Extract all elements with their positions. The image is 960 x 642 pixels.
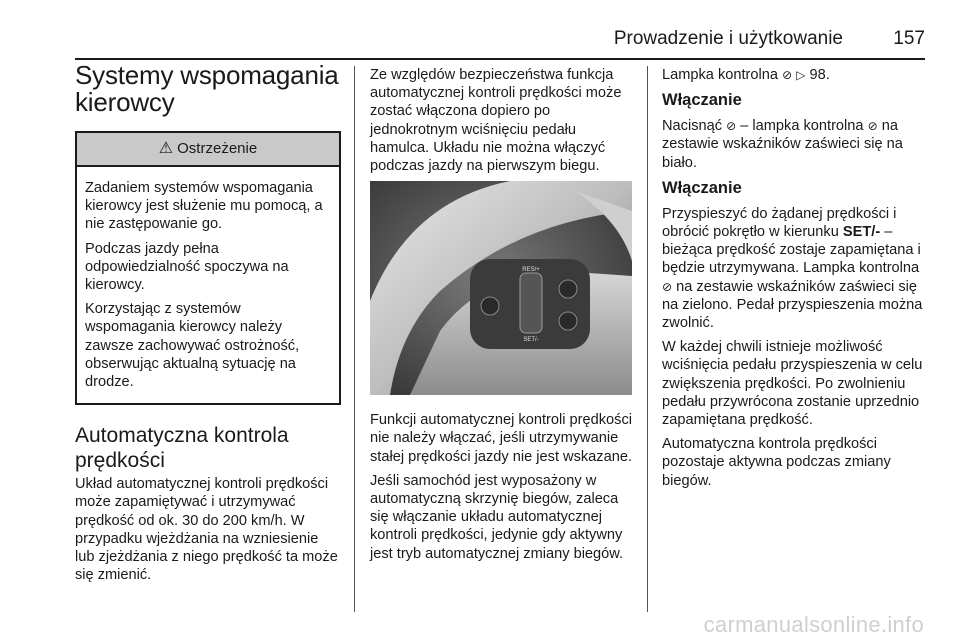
body-paragraph: Jeśli samochód jest wyposażony w automatyczną skrzynię biegów, zaleca się włączanie układu automatycznej kontroli prędkości, jedynie gdy aktywny jest tryb automatycznej zmiany biegów. xyxy=(370,472,624,562)
page-reference: 98. xyxy=(809,67,830,83)
column-3 xyxy=(662,66,928,496)
text-part: – lampka kontrolna xyxy=(740,118,864,135)
set-label-bold: SET/- xyxy=(842,224,881,241)
subsection-heading: Włączanie xyxy=(662,178,742,197)
cancel-button xyxy=(559,280,577,298)
column-2 xyxy=(370,66,632,569)
text-part: – bieżąca prędkość zostaje zapamiętana i będzie utrzymywana. Lampka kontrolna xyxy=(662,224,921,277)
steering-wheel-controls-figure xyxy=(370,181,632,395)
body-paragraph xyxy=(662,117,928,172)
warning-paragraph: Korzystając z systemów wspomagania kierowcy należy zawsze zachowywać ostrożność, obserwując aktualną sytuację na drodze. xyxy=(85,301,300,391)
lamp-reference xyxy=(662,66,928,84)
cruise-button xyxy=(481,297,499,315)
column-divider xyxy=(647,66,648,612)
cruise-control-icon: ⊘ xyxy=(726,119,737,134)
column-divider xyxy=(354,66,355,612)
warning-triangle-icon: ⚠ xyxy=(158,139,174,157)
body-paragraph: W każdej chwili istnieje możliwość wciśnięcia pedału przyspieszenia w celu zwiększenia prędkości. Po zwolnieniu pedału przywrócona zostanie uprzednio zapamiętana prędkość. xyxy=(662,339,923,429)
text-part: Przyspieszyć do żądanej prędkości i obrócić pokrętło w kierunku xyxy=(662,205,897,241)
warning-body xyxy=(77,167,339,403)
page-number: 157 xyxy=(893,28,925,49)
warning-box xyxy=(75,131,341,405)
res-label: RES/+ xyxy=(522,267,540,274)
warning-paragraph: Podczas jazdy pełna odpowiedzialność spoczywa na kierowcy. xyxy=(85,240,289,294)
text-part: na zestawie wskaźników zaświeci się na zielono. Pedał przyspieszenia można zwolnić. xyxy=(662,278,923,332)
lamp-text: Lampka kontrolna xyxy=(662,67,779,83)
chapter-heading: Systemy wspomagania kierowcy xyxy=(75,60,339,117)
column-1 xyxy=(75,62,341,590)
cruise-control-icon: ⊘ xyxy=(662,279,673,294)
warning-header xyxy=(77,133,339,167)
body-paragraph: Ze względów bezpieczeństwa funkcja automatycznej kontroli prędkości może zostać włączona dopiero po jednokrotnym wciśnięciu pedału hamulca. Układu nie można włączyć podczas jazdy na pierwszym biegu. xyxy=(370,67,622,175)
running-title: Prowadzenie i użytkowanie xyxy=(613,28,843,49)
page-reference-arrow-icon: ▷ xyxy=(796,68,806,82)
section-heading: Automatyczna kontrola prędkości xyxy=(75,424,289,473)
cruise-control-icon: ⊘ xyxy=(782,68,793,82)
warning-title: Ostrzeżenie xyxy=(177,139,258,157)
distance-button xyxy=(559,312,577,330)
text-part: na zestawie wskaźników zaświeci się na biało. xyxy=(662,118,903,171)
cruise-control-icon: ⊘ xyxy=(867,119,878,134)
subsection-heading: Włączanie xyxy=(662,91,742,110)
body-paragraph: Funkcji automatycznej kontroli prędkości nie należy włączać, jeśli utrzymywanie stałej prędkości jazdy nie jest wskazane. xyxy=(370,412,633,465)
thumbwheel xyxy=(520,273,542,333)
body-paragraph: Automatyczna kontrola prędkości pozostaje aktywna podczas zmiany biegów. xyxy=(662,436,891,489)
set-label: SET/- xyxy=(523,337,539,344)
page-header xyxy=(75,28,925,58)
text-part: Nacisnąć xyxy=(662,118,723,135)
body-paragraph xyxy=(662,205,928,332)
body-paragraph: Układ automatycznej kontroli prędkości może zapamiętywać i utrzymywać prędkość od ok. 30 do 200 km/h. W przypadku wjeżdżania na wzniesienie lub zjeżdżania z niego prędkość ta może się zmienić. xyxy=(75,476,338,584)
watermark: carmanualsonline.info xyxy=(703,612,924,637)
warning-paragraph: Zadaniem systemów wspomagania kierowcy jest służenie mu pomocą, a nie zastępowanie go. xyxy=(85,180,323,233)
